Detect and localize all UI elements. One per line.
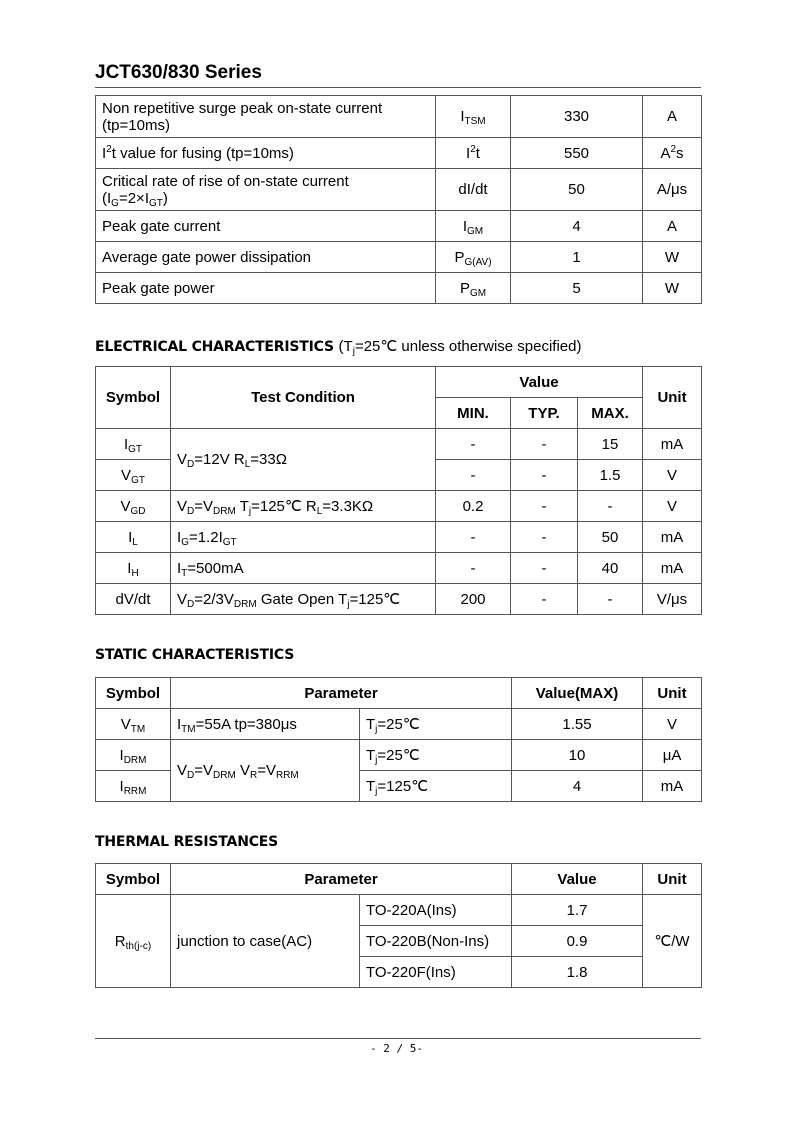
unit-cell: V/μs <box>643 584 702 615</box>
ratings-table <box>95 95 702 304</box>
table-row <box>96 138 702 169</box>
max-cell: 1.5 <box>578 460 643 491</box>
table-row <box>96 740 702 771</box>
symbol-cell: $I_{TSM}$ <box>436 96 511 138</box>
value-cell: 1.7 <box>512 895 643 926</box>
section-title-static: STATIC CHARACTERISTICS <box>95 647 295 663</box>
condition-cell: $V_D=2/3V_{DRM}$ Gate Open $T_j=125℃$ <box>171 584 436 615</box>
symbol-cell: $I^2t$ <box>436 138 511 169</box>
max-cell: - <box>578 584 643 615</box>
condition-cell: $V_D=12V$ $R_L=33\Omega$ <box>171 429 436 491</box>
header-test-condition: Test Condition <box>171 367 436 429</box>
symbol-cell: $I_{GM}$ <box>436 211 511 242</box>
symbol-cell: $P_{G(AV)}$ <box>436 242 511 273</box>
section-title-electrical: ELECTRICAL CHARACTERISTICS ($T_j=25℃$ unless otherwise specified) <box>95 338 582 357</box>
condition-cell: $I_{TM}=55A$ tp=380μs <box>171 709 360 740</box>
symbol-cell: $I_H$ <box>96 553 171 584</box>
header-symbol: Symbol <box>96 678 171 709</box>
condition-cell: $I_G=1.2I_{GT}$ <box>171 522 436 553</box>
header-min: MIN. <box>436 398 511 429</box>
electrical-table <box>95 366 702 615</box>
unit-cell: mA <box>643 522 702 553</box>
min-cell: - <box>436 460 511 491</box>
package-cell: TO-220B(Non-Ins) <box>360 926 512 957</box>
symbol-cell: $V_{TM}$ <box>96 709 171 740</box>
table-header-row <box>96 864 702 895</box>
value-cell: 1.8 <box>512 957 643 988</box>
value-cell: 1 <box>511 242 643 273</box>
param-cell: Peak gate current <box>96 211 436 242</box>
temperature-cell: $T_j=125℃$ <box>360 771 512 802</box>
symbol-cell: $I_L$ <box>96 522 171 553</box>
symbol-cell: $R_{th(j-c)}$ <box>96 895 171 988</box>
table-row <box>96 491 702 522</box>
value-cell: 4 <box>512 771 643 802</box>
header-typ: TYP. <box>511 398 578 429</box>
condition-cell: $V_D=V_{DRM}$ $V_R=V_{RRM}$ <box>171 740 360 802</box>
unit-cell: A/μs <box>643 169 702 211</box>
value-cell: 330 <box>511 96 643 138</box>
unit-cell: W <box>643 273 702 304</box>
param-cell: Critical rate of rise of on-state current $(I_G=2\times I_{GT})$ <box>96 169 436 211</box>
symbol-cell: $I_{RRM}$ <box>96 771 171 802</box>
table-row <box>96 273 702 304</box>
header-symbol: Symbol <box>96 367 171 429</box>
symbol-cell: dV/dt <box>96 584 171 615</box>
header-unit: Unit <box>643 864 702 895</box>
header-value: Value <box>436 367 643 398</box>
value-cell: 10 <box>512 740 643 771</box>
symbol-cell: $I_{DRM}$ <box>96 740 171 771</box>
footer-rule <box>95 1038 701 1039</box>
table-row <box>96 553 702 584</box>
min-cell: 0.2 <box>436 491 511 522</box>
min-cell: 200 <box>436 584 511 615</box>
table-row <box>96 584 702 615</box>
value-cell: 50 <box>511 169 643 211</box>
max-cell: - <box>578 491 643 522</box>
temperature-cell: $T_j=25℃$ <box>360 740 512 771</box>
page-number: - 2 / 5- <box>370 1042 423 1055</box>
parameter-cell: junction to case(AC) <box>171 895 360 988</box>
header-parameter: Parameter <box>171 678 512 709</box>
value-cell: 5 <box>511 273 643 304</box>
package-cell: TO-220A(Ins) <box>360 895 512 926</box>
min-cell: - <box>436 522 511 553</box>
static-table <box>95 677 702 802</box>
typ-cell: - <box>511 429 578 460</box>
table-header-row <box>96 678 702 709</box>
thermal-table <box>95 863 702 988</box>
unit-cell: A <box>643 211 702 242</box>
table-row <box>96 522 702 553</box>
max-cell: 50 <box>578 522 643 553</box>
symbol-cell: $P_{GM}$ <box>436 273 511 304</box>
header-parameter: Parameter <box>171 864 512 895</box>
header-unit: Unit <box>643 678 702 709</box>
value-cell: 1.55 <box>512 709 643 740</box>
param-cell: Average gate power dissipation <box>96 242 436 273</box>
value-cell: 550 <box>511 138 643 169</box>
page-title: JCT630/830 Series <box>95 62 262 83</box>
header-symbol: Symbol <box>96 864 171 895</box>
unit-cell: mA <box>643 553 702 584</box>
temperature-cell: $T_j=25℃$ <box>360 709 512 740</box>
condition-cell: $I_T=500mA$ <box>171 553 436 584</box>
unit-cell: $A^2s$ <box>643 138 702 169</box>
min-cell: - <box>436 429 511 460</box>
unit-cell: μA <box>643 740 702 771</box>
table-row <box>96 709 702 740</box>
header-rule <box>95 87 701 88</box>
typ-cell: - <box>511 522 578 553</box>
typ-cell: - <box>511 553 578 584</box>
param-cell: Peak gate power <box>96 273 436 304</box>
table-row <box>96 895 702 926</box>
symbol-cell: $V_{GT}$ <box>96 460 171 491</box>
symbol-cell: dI/dt <box>436 169 511 211</box>
max-cell: 40 <box>578 553 643 584</box>
value-cell: 4 <box>511 211 643 242</box>
section-note: ($T_j=25℃$ unless otherwise specified) <box>338 338 582 357</box>
unit-cell: ℃/W <box>643 895 702 988</box>
table-row <box>96 211 702 242</box>
header-unit: Unit <box>643 367 702 429</box>
header-value-max: Value(MAX) <box>512 678 643 709</box>
param-cell: Non repetitive surge peak on-state current (tp=10ms) <box>96 96 436 138</box>
condition-cell: $V_D=V_{DRM}$ $T_j=125℃$ $R_L=3.3K\Omega$ <box>171 491 436 522</box>
table-row <box>96 242 702 273</box>
table-row <box>96 96 702 138</box>
unit-cell: V <box>643 460 702 491</box>
typ-cell: - <box>511 491 578 522</box>
table-header-row <box>96 367 702 398</box>
typ-cell: - <box>511 584 578 615</box>
param-cell: $I^2t$ value for fusing (tp=10ms) <box>96 138 436 169</box>
unit-cell: A <box>643 96 702 138</box>
unit-cell: W <box>643 242 702 273</box>
package-cell: TO-220F(Ins) <box>360 957 512 988</box>
unit-cell: mA <box>643 771 702 802</box>
section-title-thermal: THERMAL RESISTANCES <box>95 834 279 850</box>
table-row <box>96 169 702 211</box>
header-value: Value <box>512 864 643 895</box>
value-cell: 0.9 <box>512 926 643 957</box>
unit-cell: mA <box>643 429 702 460</box>
typ-cell: - <box>511 460 578 491</box>
unit-cell: V <box>643 491 702 522</box>
symbol-cell: $I_{GT}$ <box>96 429 171 460</box>
max-cell: 15 <box>578 429 643 460</box>
table-row <box>96 429 702 460</box>
header-max: MAX. <box>578 398 643 429</box>
symbol-cell: $V_{GD}$ <box>96 491 171 522</box>
min-cell: - <box>436 553 511 584</box>
unit-cell: V <box>643 709 702 740</box>
